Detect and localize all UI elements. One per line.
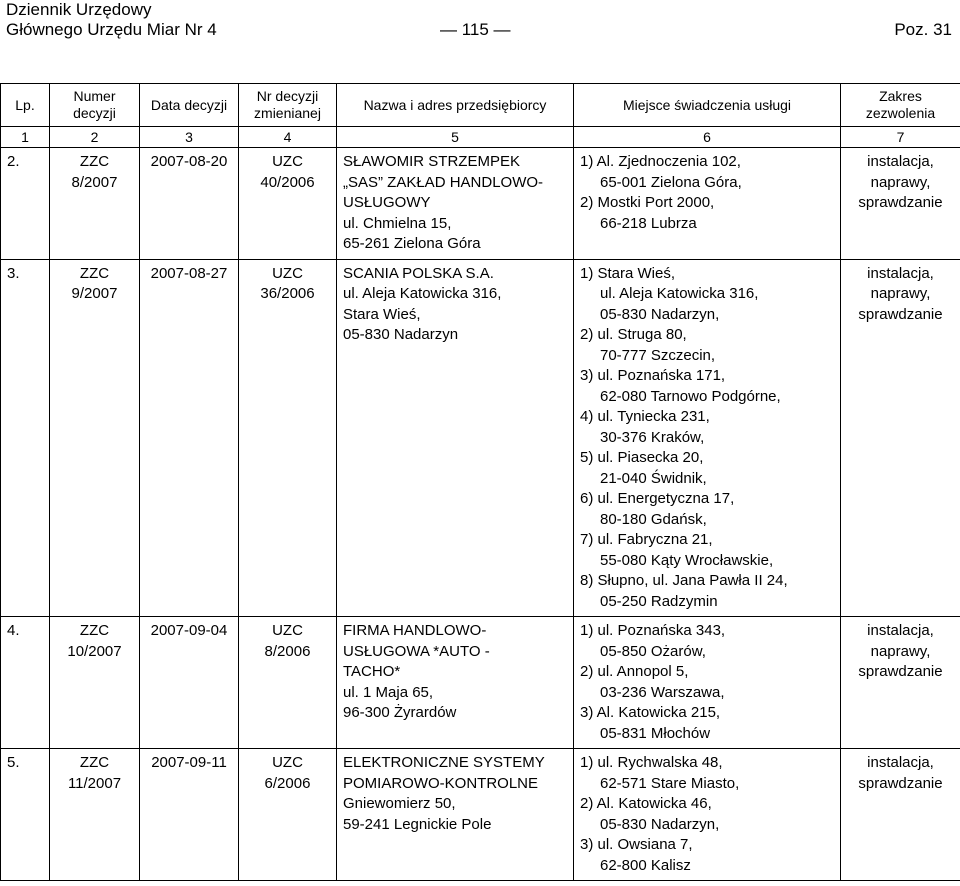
decision-number-line: 9/2007 [71,285,118,302]
col-header-lp: Lp. [1,84,50,127]
changed-decision-number [239,749,337,881]
service-locations [574,148,841,260]
row-lp-text: 5. [7,754,20,771]
service-locations [574,749,841,881]
decision-date-text: 2007-09-04 [150,622,228,639]
column-number: 3 [140,127,239,148]
service-location-line: 05-250 Radzymin [600,592,718,610]
service-location-line: 65-001 Zielona Góra, [600,173,742,191]
column-number: 7 [841,127,960,148]
table-row [1,148,960,260]
service-location-line: 62-080 Tarnowo Podgórne, [600,387,781,405]
changed-decision-number [239,259,337,617]
table-body [1,148,960,881]
company-line: ul. Aleja Katowicka 316, [343,285,502,302]
column-number-row [1,127,960,148]
company-line: Gniewomierz 50, [343,795,456,812]
permit-scope-line: naprawy, [870,285,931,302]
decision-date-text: 2007-08-27 [150,264,228,282]
service-location-line: 62-800 Kalisz [600,856,691,874]
col-header-place: Miejsce świadczenia usługi [574,84,841,127]
service-location-line: 2) Mostki Port 2000, [580,194,715,211]
service-location-line: 5) ul. Piasecka 20, [580,449,704,466]
decision-number-line: ZZC [79,264,110,282]
decision-number-line: 10/2007 [67,642,122,660]
table-row [1,617,960,749]
service-location-line: 2) Al. Katowicka 46, [580,795,712,812]
service-location-line: 05-850 Ożarów, [600,642,706,660]
decision-number [50,148,140,260]
decision-date [140,617,239,749]
col-header-date: Data decyzji [140,84,239,127]
company-line: USŁUGOWA *AUTO - [343,642,490,660]
row-lp-text: 2. [7,153,20,170]
service-location-line: 6) ul. Energetyczna 17, [580,490,735,507]
changed-decision-line: UZC [272,153,303,170]
decision-date-text: 2007-08-20 [150,153,228,170]
company-line: USŁUGOWY [343,194,431,211]
service-location-line: 55-080 Kąty Wrocławskie, [600,551,774,569]
journal-title [6,0,217,40]
service-location-line: 3) ul. Owsiana 7, [580,836,693,853]
row-lp-text: 3. [7,264,20,282]
decision-number [50,749,140,881]
decision-number-line: ZZC [79,153,110,170]
service-location-line: 62-571 Stare Miasto, [600,774,740,792]
company-line: 59-241 Legnickie Pole [343,815,492,833]
decision-number [50,259,140,617]
service-location-line: ul. Aleja Katowicka 316, [600,285,759,302]
column-number: 2 [50,127,140,148]
permit-scope-line: naprawy, [870,173,931,191]
company-line: SCANIA POLSKA S.A. [343,264,494,282]
company-line: POMIAROWO-KONTROLNE [343,774,539,792]
permit-scope-line: naprawy, [870,642,931,660]
permit-scope [841,617,960,749]
company-name-address [337,749,574,881]
page-number: — 115 — [440,20,511,39]
decision-date [140,259,239,617]
service-location-line: 05-830 Nadarzyn, [600,305,720,323]
service-location-line: 1) Stara Wieś, [580,264,676,282]
changed-decision-number [239,617,337,749]
service-location-line: 7) ul. Fabryczna 21, [580,531,713,548]
company-name-address [337,259,574,617]
decisions-table [0,83,960,881]
company-line: TACHO* [343,663,401,680]
permit-scope [841,749,960,881]
row-lp [1,259,50,617]
service-location-line: 21-040 Świdnik, [600,469,707,487]
journal-title-line1: Dziennik Urzędowy [6,0,152,19]
permit-scope-line: sprawdzanie [858,774,943,792]
decision-number [50,617,140,749]
service-location-line: 1) Al. Zjednoczenia 102, [580,153,741,170]
table-row [1,259,960,617]
table-header-row [1,84,960,127]
decision-date [140,749,239,881]
service-location-line: 4) ul. Tyniecka 231, [580,408,710,425]
company-line: ul. Chmielna 15, [343,214,452,232]
decision-date-text: 2007-09-11 [151,754,227,771]
row-lp [1,148,50,260]
journal-title-line2: Głównego Urzędu Miar Nr 4 [6,20,217,39]
permit-scope [841,148,960,260]
permit-scope-line: instalacja, [867,153,934,170]
service-location-line: 05-830 Nadarzyn, [600,815,720,833]
permit-scope-line: instalacja, [867,754,934,771]
service-location-line: 70-777 Szczecin, [600,346,716,364]
decision-number-line: 11/2007 [67,774,122,792]
service-location-line: 2) ul. Annopol 5, [580,663,689,680]
company-line: „SAS” ZAKŁAD HANDLOWO- [343,173,544,191]
service-location-line: 30-376 Kraków, [600,428,705,446]
changed-decision-line: UZC [272,754,303,771]
permit-scope [841,259,960,617]
decision-number-line: 8/2007 [71,173,118,191]
decision-number-line: ZZC [79,754,110,771]
col-header-name: Nazwa i adres przedsiębiorcy [337,84,574,127]
row-lp [1,617,50,749]
service-locations [574,617,841,749]
service-location-line: 03-236 Warszawa, [600,683,725,701]
changed-decision-line: 40/2006 [260,173,315,191]
company-name-address [337,617,574,749]
company-line: ul. 1 Maja 65, [343,683,434,701]
company-line: Stara Wieś, [343,305,421,323]
changed-decision-number [239,148,337,260]
permit-scope-line: sprawdzanie [858,305,943,323]
service-location-line: 3) Al. Katowicka 215, [580,704,721,721]
service-locations [574,259,841,617]
changed-decision-line: UZC [272,264,303,282]
service-location-line: 3) ul. Poznańska 171, [580,367,726,384]
company-line: 65-261 Zielona Góra [343,235,481,252]
column-number: 1 [1,127,50,148]
company-line: FIRMA HANDLOWO- [343,622,487,639]
changed-decision-line: 6/2006 [264,774,311,792]
permit-scope-line: instalacja, [867,264,934,282]
company-name-address [337,148,574,260]
changed-decision-line: 8/2006 [264,642,311,660]
company-line: 05-830 Nadarzyn [343,326,459,343]
position-number: Poz. 31 [894,20,952,39]
service-location-line: 80-180 Gdańsk, [600,510,707,528]
permit-scope-line: instalacja, [867,622,934,639]
service-location-line: 8) Słupno, ul. Jana Pawła II 24, [580,572,788,589]
decision-number-line: ZZC [79,622,110,639]
col-header-scope: Zakres zezwolenia [841,84,960,127]
decision-date [140,148,239,260]
changed-decision-line: UZC [272,622,303,639]
service-location-line: 1) ul. Poznańska 343, [580,622,726,639]
row-lp-text: 4. [7,622,20,639]
column-number: 6 [574,127,841,148]
service-location-line: 05-831 Młochów [600,724,711,742]
col-header-number: Numer decyzji [50,84,140,127]
row-lp [1,749,50,881]
column-number: 5 [337,127,574,148]
service-location-line: 1) ul. Rychwalska 48, [580,754,723,771]
permit-scope-line: sprawdzanie [858,663,943,680]
company-line: 96-300 Żyrardów [343,704,457,721]
table-row [1,749,960,881]
service-location-line: 2) ul. Struga 80, [580,326,687,343]
column-number: 4 [239,127,337,148]
company-line: ELEKTRONICZNE SYSTEMY [343,754,545,771]
service-location-line: 66-218 Lubrza [600,214,697,232]
col-header-changed: Nr decyzji zmienianej [239,84,337,127]
permit-scope-line: sprawdzanie [858,194,943,211]
company-line: SŁAWOMIR STRZEMPEK [343,153,520,170]
changed-decision-line: 36/2006 [260,285,315,302]
